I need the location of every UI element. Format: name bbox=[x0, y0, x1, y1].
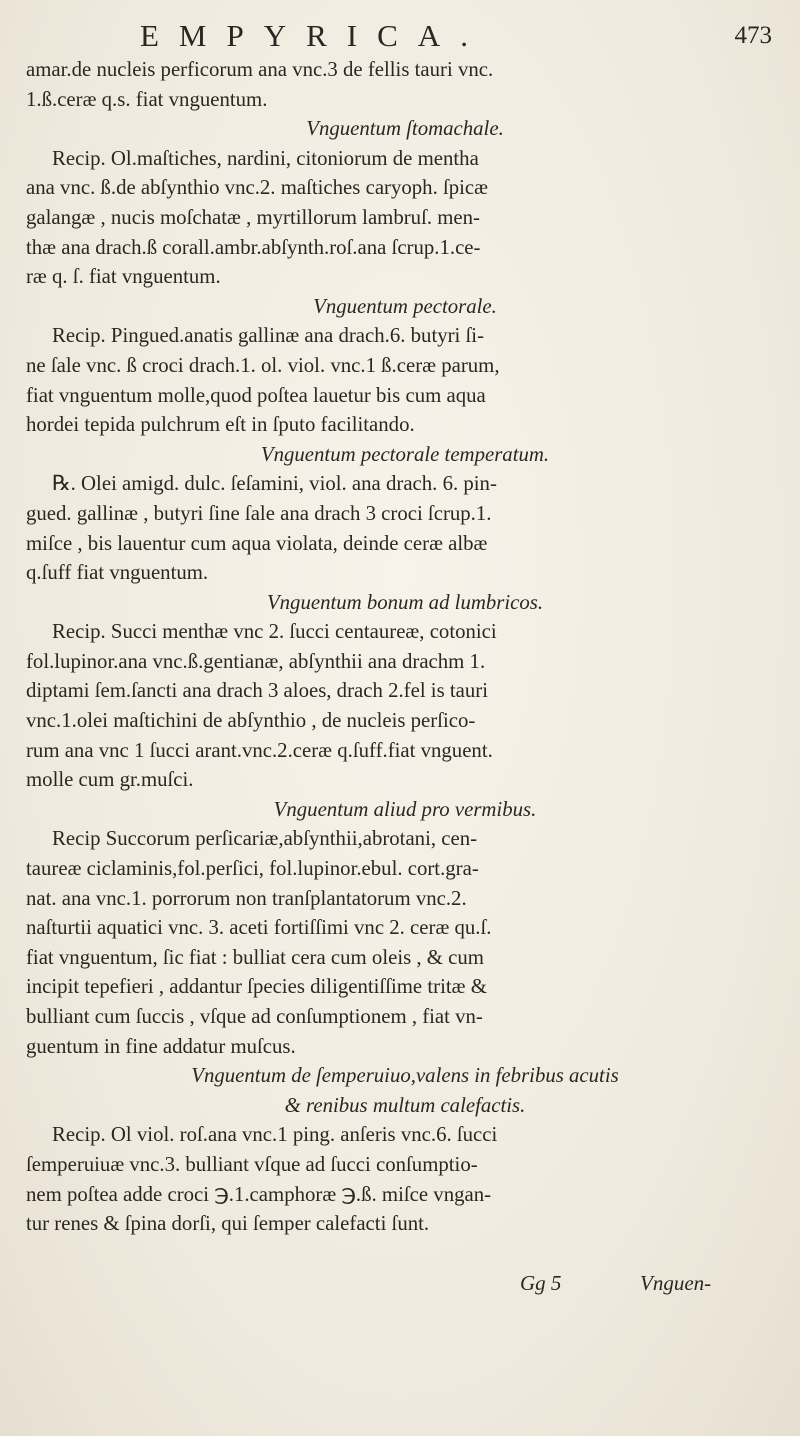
page-header bbox=[0, 18, 800, 58]
text-line: 1.ß.ceræ q.s. fiat vnguentum. bbox=[26, 87, 268, 111]
recipe-title: & renibus multum calefactis. bbox=[284, 1093, 526, 1117]
text-line: q.ſuff fiat vnguentum. bbox=[26, 561, 209, 585]
text-line: vnc.1.olei maſtichini de abſynthio , de nucleis perſico- bbox=[26, 709, 476, 733]
text-line: nem poſtea adde croci ℈.1.camphoræ ℈.ß. miſce vngan- bbox=[26, 1182, 492, 1206]
text-line: galangæ , nucis moſchatæ , myrtillorum lambruſ. men- bbox=[26, 205, 480, 229]
text-line: bulliant cum ſuccis , vſque ad conſumptionem , fiat vn- bbox=[26, 1005, 483, 1028]
text-line: tur renes & ſpina dorſi, qui ſemper calefacti ſunt. bbox=[26, 1212, 430, 1236]
page-body bbox=[26, 55, 784, 1239]
text-line: ana vnc. ß.de abſynthio vnc.2. maſtiches caryoph. ſpicæ bbox=[26, 176, 489, 200]
recipe-title: Vnguentum bonum ad lumbricos. bbox=[266, 590, 544, 614]
recipe-title: Vnguentum pectorale. bbox=[313, 294, 497, 318]
text-line: guentum in fine addatur muſcus. bbox=[26, 1034, 296, 1058]
recipe-title: Vnguentum pectorale temperatum. bbox=[260, 442, 550, 466]
page-number: 473 bbox=[734, 22, 772, 49]
recipe-title: Vnguentum ſtomachale. bbox=[306, 117, 504, 141]
text-line: fiat vnguentum, ſic fiat : bulliat cera cum oleis , & cum bbox=[26, 945, 484, 969]
text-line: ℞. Olei amigd. dulc. ſeſamini, viol. ana drach. 6. pin- bbox=[52, 472, 497, 496]
text-line: thæ ana drach.ß corall.ambr.abſynth.roſ.ana ſcrup.1.ce- bbox=[26, 235, 481, 259]
text-line: miſce , bis lauentur cum aqua violata, deinde ceræ albæ bbox=[26, 531, 488, 555]
text-line: gued. gallinæ , butyri ſine ſale ana drach 3 croci ſcrup.1. bbox=[26, 501, 492, 525]
text-line: molle cum gr.muſci. bbox=[26, 768, 194, 792]
text-line: naſturtii aquatici vnc. 3. aceti fortiſſimi vnc 2. ceræ qu.ſ. bbox=[26, 916, 492, 940]
text-line: Recip. Ol.maſtiches, nardini, citoniorum de mentha bbox=[52, 146, 479, 170]
text-line: rum ana vnc 1 ſucci arant.vnc.2.ceræ q.ſuff.fiat vnguent. bbox=[26, 738, 493, 762]
text-line: fol.lupinor.ana vnc.ß.gentianæ, abſynthii ana drachm 1. bbox=[26, 649, 486, 673]
running-head: EMPYRICA. bbox=[140, 18, 488, 53]
text-line: ne ſale vnc. ß croci drach.1. ol. viol. vnc.1 ß.ceræ parum, bbox=[26, 353, 500, 377]
signature-mark: Gg 5 bbox=[520, 1271, 562, 1295]
text-line: fiat vnguentum molle,quod poſtea lauetur bis cum aqua bbox=[26, 383, 486, 407]
text-line: taureæ ciclaminis,fol.perſici, fol.lupinor.ebul. cort.gra- bbox=[26, 857, 479, 881]
text-line: incipit tepefieri , addantur ſpecies diligentiſſime tritæ & bbox=[26, 975, 487, 999]
text-line: Recip. Succi menthæ vnc 2. ſucci centaureæ, cotonici bbox=[52, 620, 497, 644]
text-line: ſemperuiuæ vnc.3. bulliant vſque ad ſucci conſumptio- bbox=[26, 1152, 478, 1176]
text-line: amar.de nucleis perficorum ana vnc.3 de fellis tauri vnc. bbox=[26, 58, 494, 81]
text-line: diptami ſem.ſancti ana drach 3 aloes, drach 2.fel is tauri bbox=[26, 679, 488, 703]
text-line: Recip Succorum perſicariæ,abſynthii,abrotani, cen- bbox=[52, 827, 478, 851]
recipe-title: Vnguentum de ſemperuiuo,valens in febribus acutis bbox=[191, 1064, 619, 1088]
catchword: Vnguen- bbox=[640, 1271, 712, 1295]
text-line: Recip. Pingued.anatis gallinæ ana drach.6. butyri ſi- bbox=[52, 324, 485, 348]
page-footer bbox=[0, 1271, 800, 1301]
text-line: hordei tepida pulchrum eſt in ſputo facilitando. bbox=[26, 413, 415, 437]
text-line: Recip. Ol viol. roſ.ana vnc.1 ping. anſeris vnc.6. ſucci bbox=[52, 1123, 498, 1147]
text-line: ræ q. ſ. fiat vnguentum. bbox=[26, 265, 221, 289]
text-line: nat. ana vnc.1. porrorum non tranſplantatorum vnc.2. bbox=[26, 886, 467, 910]
recipe-title: Vnguentum aliud pro vermibus. bbox=[273, 797, 537, 821]
